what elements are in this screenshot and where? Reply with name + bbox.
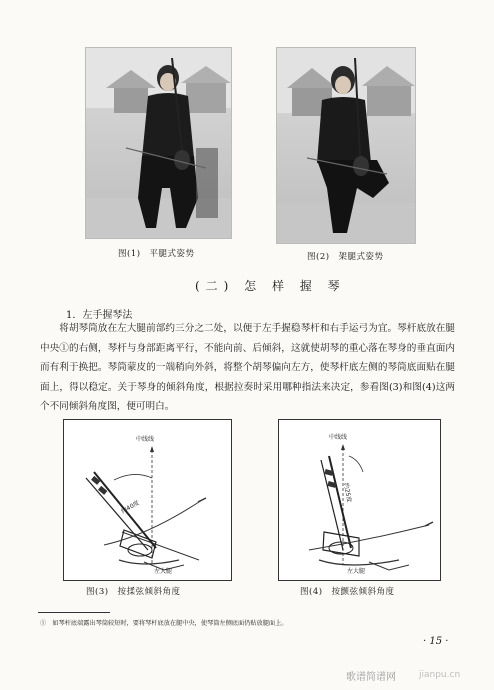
diagram-4-drawing xyxy=(279,420,440,580)
diagram-3-leg-label: 左大腿 xyxy=(154,568,173,575)
watermark-site-url: jianpu.cn xyxy=(419,670,461,680)
photo-crossed-leg-illustration xyxy=(277,48,415,243)
footnote-divider xyxy=(38,612,110,613)
figure-1-caption: 图(1) 平腿式姿势 xyxy=(118,249,195,259)
section-subtitle: 1．左手握琴法 xyxy=(66,310,133,321)
diagram-4-leg-label: 左大腿 xyxy=(347,568,366,575)
diagram-3-center-label: 中线线 xyxy=(136,436,155,443)
diagram-4-center-label: 中线线 xyxy=(329,434,348,441)
diagram-4-angle-label: 约25度 xyxy=(342,482,353,503)
body-paragraph: 将胡琴筒放在左大腿前部约三分之二处，以便于左手握稳琴杆和右手运弓为宜。琴杆底放在腿中央①的右侧，琴杆与身部距离平行，不能向前、后倾斜，这就使胡琴的重心落在琴身的垂直面内而有利于换把。琴筒蒙皮的一端稍向外斜，将整个胡琴偏向左方，使琴杆底左侧的琴筒底面贴在腿面上，得以稳定。关于琴身的倾斜角度，根据拉奏时采用哪种指法来决定，参看图(3)和图(4)这两个不同倾斜角度图，便可明白。 xyxy=(40,323,455,412)
figure-2-caption: 图(2) 架腿式姿势 xyxy=(307,252,384,262)
diagram-figure-3 xyxy=(63,419,232,581)
diagram-3-angle-label: 约40度 xyxy=(120,499,141,516)
watermark-site-name: 歌谱简谱网 xyxy=(346,672,396,683)
diagram-figure-4 xyxy=(278,419,441,581)
photo-crossed-leg-posture xyxy=(276,47,416,244)
figure-3-caption: 图(3) 按揉弦倾斜角度 xyxy=(86,587,181,597)
figure-4-caption: 图(4) 按颤弦倾斜角度 xyxy=(300,587,395,597)
photo-flat-leg-posture xyxy=(85,47,232,239)
diagram-3-drawing xyxy=(64,420,231,580)
footnote: ① 如琴杆底端露出琴筒较短时，要将琴杆底放在腿中央，使琴筒左侧底面仍贴放腿面上。 xyxy=(40,620,288,627)
section-title: (二) 怎 样 握 琴 xyxy=(195,279,346,293)
page-number: · 15 · xyxy=(423,636,449,647)
photo-flat-leg-illustration xyxy=(86,48,231,238)
